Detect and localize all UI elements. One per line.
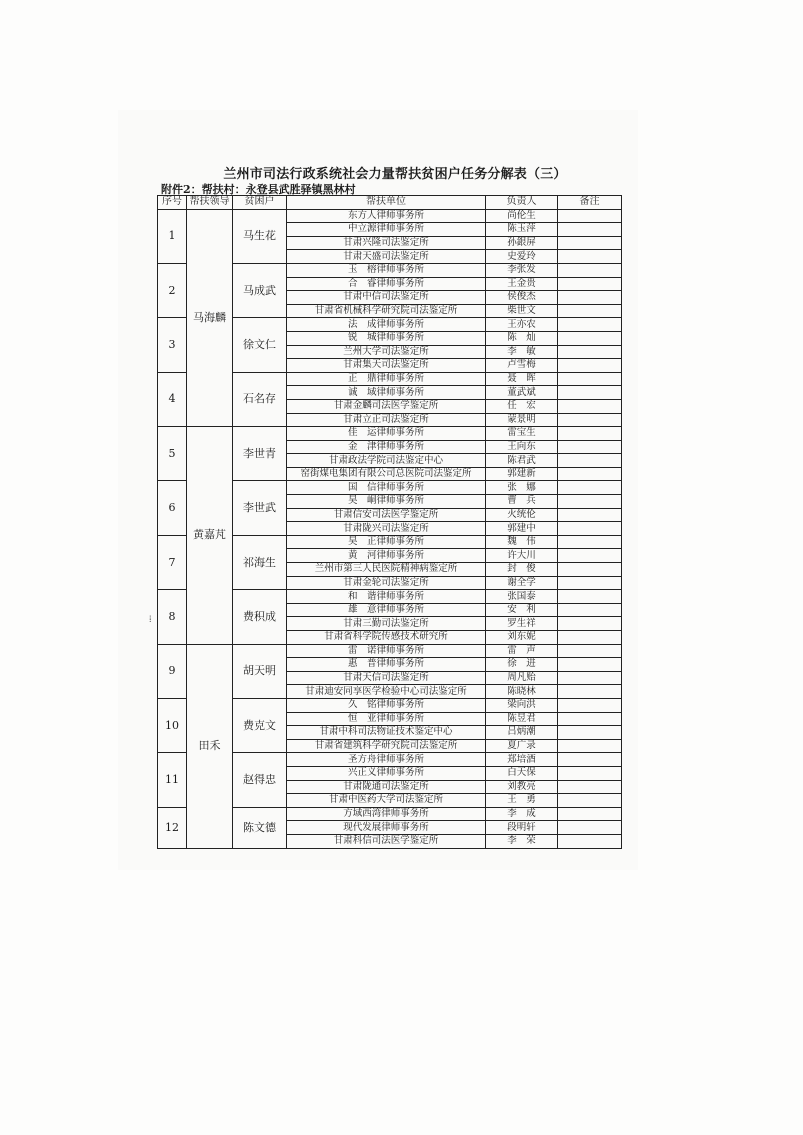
household-number: 8 bbox=[158, 590, 187, 644]
household-number: 4 bbox=[158, 372, 187, 426]
remark-cell bbox=[558, 821, 622, 835]
responsible-person: 陈玉萍 bbox=[486, 223, 558, 237]
remark-cell bbox=[558, 834, 622, 848]
document-title: 兰州市司法行政系统社会力量帮扶贫困户任务分解表（三） bbox=[223, 167, 567, 182]
responsible-person: 安 利 bbox=[486, 603, 558, 617]
responsible-person: 白天保 bbox=[486, 766, 558, 780]
remark-cell bbox=[558, 345, 622, 359]
remark-cell bbox=[558, 291, 622, 305]
assist-unit: 兰州市第三人民医院精神病鉴定所 bbox=[287, 563, 486, 577]
remark-cell bbox=[558, 698, 622, 712]
assist-unit: 金 津律师事务所 bbox=[287, 440, 486, 454]
assist-unit: 佳 运律师事务所 bbox=[287, 427, 486, 441]
remark-cell bbox=[558, 603, 622, 617]
responsible-person: 尚伦生 bbox=[486, 209, 558, 223]
leader-name: 马海麟 bbox=[187, 209, 233, 427]
remark-cell bbox=[558, 685, 622, 699]
responsible-person: 吕炳潮 bbox=[486, 726, 558, 740]
header-household: 贫困户 bbox=[233, 196, 287, 210]
remark-cell bbox=[558, 467, 622, 481]
responsible-person: 蒙景明 bbox=[486, 413, 558, 427]
assist-unit: 雷 诺律师事务所 bbox=[287, 644, 486, 658]
household-number: 7 bbox=[158, 535, 187, 589]
responsible-person: 罗生祥 bbox=[486, 617, 558, 631]
responsible-person: 段明轩 bbox=[486, 821, 558, 835]
household-name: 李世青 bbox=[233, 427, 287, 481]
responsible-person: 郭建新 bbox=[486, 467, 558, 481]
household-number: 11 bbox=[158, 753, 187, 807]
assist-unit: 锐 城律师事务所 bbox=[287, 331, 486, 345]
household-number: 2 bbox=[158, 263, 187, 317]
assist-unit: 甘肃科信司法医学鉴定所 bbox=[287, 834, 486, 848]
household-number: 1 bbox=[158, 209, 187, 263]
responsible-person: 董武斌 bbox=[486, 386, 558, 400]
responsible-person: 王 勇 bbox=[486, 794, 558, 808]
assist-unit: 甘肃省机械科学研究院司法鉴定所 bbox=[287, 304, 486, 318]
remark-cell bbox=[558, 508, 622, 522]
household-number: 12 bbox=[158, 807, 187, 848]
remark-cell bbox=[558, 712, 622, 726]
household-name: 胡天明 bbox=[233, 644, 287, 698]
assist-unit: 恒 亚律师事务所 bbox=[287, 712, 486, 726]
household-name: 马成武 bbox=[233, 263, 287, 317]
remark-cell bbox=[558, 250, 622, 264]
remark-cell bbox=[558, 440, 622, 454]
responsible-person: 夏广录 bbox=[486, 739, 558, 753]
header-no: 序号 bbox=[158, 196, 187, 210]
household-number: 5 bbox=[158, 427, 187, 481]
remark-cell bbox=[558, 780, 622, 794]
assist-unit: 甘肃中科司法物证技术鉴定中心 bbox=[287, 726, 486, 740]
assist-unit: 甘肃省科学院传感技术研究所 bbox=[287, 631, 486, 645]
household-name: 马生花 bbox=[233, 209, 287, 263]
household-name: 徐文仁 bbox=[233, 318, 287, 372]
remark-cell bbox=[558, 794, 622, 808]
remark-cell bbox=[558, 263, 622, 277]
responsible-person: 陈昱君 bbox=[486, 712, 558, 726]
remark-cell bbox=[558, 671, 622, 685]
assist-unit: 方域西湾律师事务所 bbox=[287, 807, 486, 821]
responsible-person: 刘东妮 bbox=[486, 631, 558, 645]
remark-cell bbox=[558, 563, 622, 577]
assist-unit: 玉 榕律师事务所 bbox=[287, 263, 486, 277]
responsible-person: 柴世文 bbox=[486, 304, 558, 318]
responsible-person: 李张发 bbox=[486, 263, 558, 277]
remark-cell bbox=[558, 590, 622, 604]
responsible-person: 王亦农 bbox=[486, 318, 558, 332]
table-header-row bbox=[158, 196, 622, 210]
assist-unit: 甘肃中医药大学司法鉴定所 bbox=[287, 794, 486, 808]
responsible-person: 陈晓林 bbox=[486, 685, 558, 699]
responsible-person: 李 敏 bbox=[486, 345, 558, 359]
household-number: 10 bbox=[158, 698, 187, 752]
responsible-person: 封 俊 bbox=[486, 563, 558, 577]
assist-unit: 诚 域律师事务所 bbox=[287, 386, 486, 400]
responsible-person: 刘教亮 bbox=[486, 780, 558, 794]
assist-unit: 甘肃天信司法鉴定所 bbox=[287, 671, 486, 685]
assist-unit: 甘肃兴隆司法鉴定所 bbox=[287, 236, 486, 250]
assist-unit: 甘肃陇兴司法鉴定所 bbox=[287, 522, 486, 536]
assist-unit: 甘肃信安司法医学鉴定所 bbox=[287, 508, 486, 522]
responsible-person: 李 成 bbox=[486, 807, 558, 821]
responsible-person: 雷宝生 bbox=[486, 427, 558, 441]
assist-unit: 甘肃金麟司法医学鉴定所 bbox=[287, 399, 486, 413]
remark-cell bbox=[558, 318, 622, 332]
responsible-person: 任 宏 bbox=[486, 399, 558, 413]
assist-unit: 黄 河律师事务所 bbox=[287, 549, 486, 563]
responsible-person: 侯俊杰 bbox=[486, 291, 558, 305]
leader-name: 田禾 bbox=[187, 644, 233, 848]
remark-cell bbox=[558, 617, 622, 631]
remark-cell bbox=[558, 454, 622, 468]
remark-cell bbox=[558, 277, 622, 291]
responsible-person: 王金贵 bbox=[486, 277, 558, 291]
scan-mark: ⁞ bbox=[149, 615, 152, 625]
responsible-person: 许大川 bbox=[486, 549, 558, 563]
assist-unit: 甘肃三勤司法鉴定所 bbox=[287, 617, 486, 631]
remark-cell bbox=[558, 209, 622, 223]
assist-unit: 国 信律师事务所 bbox=[287, 481, 486, 495]
responsible-person: 李 荣 bbox=[486, 834, 558, 848]
assist-unit: 甘肃集天司法鉴定所 bbox=[287, 359, 486, 373]
remark-cell bbox=[558, 522, 622, 536]
assist-unit: 合 睿律师事务所 bbox=[287, 277, 486, 291]
responsible-person: 雷 声 bbox=[486, 644, 558, 658]
responsible-person: 谢全学 bbox=[486, 576, 558, 590]
remark-cell bbox=[558, 372, 622, 386]
responsible-person: 史爱玲 bbox=[486, 250, 558, 264]
assist-unit: 久 铭律师事务所 bbox=[287, 698, 486, 712]
remark-cell bbox=[558, 413, 622, 427]
assist-unit: 甘肃立正司法鉴定所 bbox=[287, 413, 486, 427]
household-name: 费积成 bbox=[233, 590, 287, 644]
header-person: 负责人 bbox=[486, 196, 558, 210]
responsible-person: 陈 灿 bbox=[486, 331, 558, 345]
assist-unit: 中立源律师事务所 bbox=[287, 223, 486, 237]
remark-cell bbox=[558, 766, 622, 780]
household-name: 李世武 bbox=[233, 481, 287, 535]
leader-name: 黄嘉芃 bbox=[187, 427, 233, 645]
assist-unit: 甘肃金轮司法鉴定所 bbox=[287, 576, 486, 590]
remark-cell bbox=[558, 739, 622, 753]
assist-unit: 正 鼎律师事务所 bbox=[287, 372, 486, 386]
remark-cell bbox=[558, 304, 622, 318]
table-row bbox=[158, 427, 622, 441]
remark-cell bbox=[558, 658, 622, 672]
document-subtitle: 附件2：帮扶村：永登县武胜驿镇黑林村 bbox=[161, 183, 356, 196]
assist-unit: 兰州大学司法鉴定所 bbox=[287, 345, 486, 359]
remark-cell bbox=[558, 399, 622, 413]
assist-unit: 圣方舟律师事务所 bbox=[287, 753, 486, 767]
remark-cell bbox=[558, 427, 622, 441]
assist-unit: 惠 普律师事务所 bbox=[287, 658, 486, 672]
header-leader: 帮扶领导 bbox=[187, 196, 233, 210]
remark-cell bbox=[558, 386, 622, 400]
responsible-person: 郭建中 bbox=[486, 522, 558, 536]
table-row bbox=[158, 209, 622, 223]
responsible-person: 孙銀屏 bbox=[486, 236, 558, 250]
assist-unit: 甘肃省建筑科学研究院司法鉴定所 bbox=[287, 739, 486, 753]
assist-unit: 昊 峒律师事务所 bbox=[287, 495, 486, 509]
assist-unit: 甘肃天盛司法鉴定所 bbox=[287, 250, 486, 264]
responsible-person: 火统伦 bbox=[486, 508, 558, 522]
household-name: 石名存 bbox=[233, 372, 287, 426]
household-number: 6 bbox=[158, 481, 187, 535]
responsible-person: 王向东 bbox=[486, 440, 558, 454]
remark-cell bbox=[558, 576, 622, 590]
remark-cell bbox=[558, 481, 622, 495]
responsible-person: 周凡贻 bbox=[486, 671, 558, 685]
responsible-person: 张国泰 bbox=[486, 590, 558, 604]
header-remark: 备注 bbox=[558, 196, 622, 210]
household-name: 赵得忠 bbox=[233, 753, 287, 807]
table-row bbox=[158, 644, 622, 658]
assist-unit: 甘肃政法学院司法鉴定中心 bbox=[287, 454, 486, 468]
household-name: 费克文 bbox=[233, 698, 287, 752]
responsible-person: 梁向洪 bbox=[486, 698, 558, 712]
responsible-person: 张 娜 bbox=[486, 481, 558, 495]
remark-cell bbox=[558, 223, 622, 237]
household-name: 祁海生 bbox=[233, 535, 287, 589]
assist-unit: 和 谐律师事务所 bbox=[287, 590, 486, 604]
assist-unit: 雄 意律师事务所 bbox=[287, 603, 486, 617]
remark-cell bbox=[558, 753, 622, 767]
remark-cell bbox=[558, 644, 622, 658]
remark-cell bbox=[558, 359, 622, 373]
responsible-person: 聂 晖 bbox=[486, 372, 558, 386]
remark-cell bbox=[558, 631, 622, 645]
responsible-person: 曹 兵 bbox=[486, 495, 558, 509]
header-unit: 帮扶单位 bbox=[287, 196, 486, 210]
remark-cell bbox=[558, 331, 622, 345]
household-name: 陈文德 bbox=[233, 807, 287, 848]
remark-cell bbox=[558, 807, 622, 821]
assist-unit: 窑街煤电集团有限公司总医院司法鉴定所 bbox=[287, 467, 486, 481]
household-number: 3 bbox=[158, 318, 187, 372]
assist-unit: 兴正义律师事务所 bbox=[287, 766, 486, 780]
assist-unit: 昊 正律师事务所 bbox=[287, 535, 486, 549]
remark-cell bbox=[558, 549, 622, 563]
assist-unit: 甘肃陇通司法鉴定所 bbox=[287, 780, 486, 794]
responsible-person: 郑培酒 bbox=[486, 753, 558, 767]
table-body bbox=[158, 209, 622, 848]
assist-unit: 现代发展律师事务所 bbox=[287, 821, 486, 835]
assist-unit: 法 成律师事务所 bbox=[287, 318, 486, 332]
assist-unit: 甘肃迪安同享医学检验中心司法鉴定所 bbox=[287, 685, 486, 699]
remark-cell bbox=[558, 535, 622, 549]
remark-cell bbox=[558, 495, 622, 509]
task-table bbox=[157, 195, 622, 849]
responsible-person: 陈君武 bbox=[486, 454, 558, 468]
assist-unit: 甘肃中信司法鉴定所 bbox=[287, 291, 486, 305]
responsible-person: 魏 伟 bbox=[486, 535, 558, 549]
assist-unit: 东方人律师事务所 bbox=[287, 209, 486, 223]
remark-cell bbox=[558, 726, 622, 740]
responsible-person: 徐 进 bbox=[486, 658, 558, 672]
remark-cell bbox=[558, 236, 622, 250]
household-number: 9 bbox=[158, 644, 187, 698]
responsible-person: 卢雪梅 bbox=[486, 359, 558, 373]
